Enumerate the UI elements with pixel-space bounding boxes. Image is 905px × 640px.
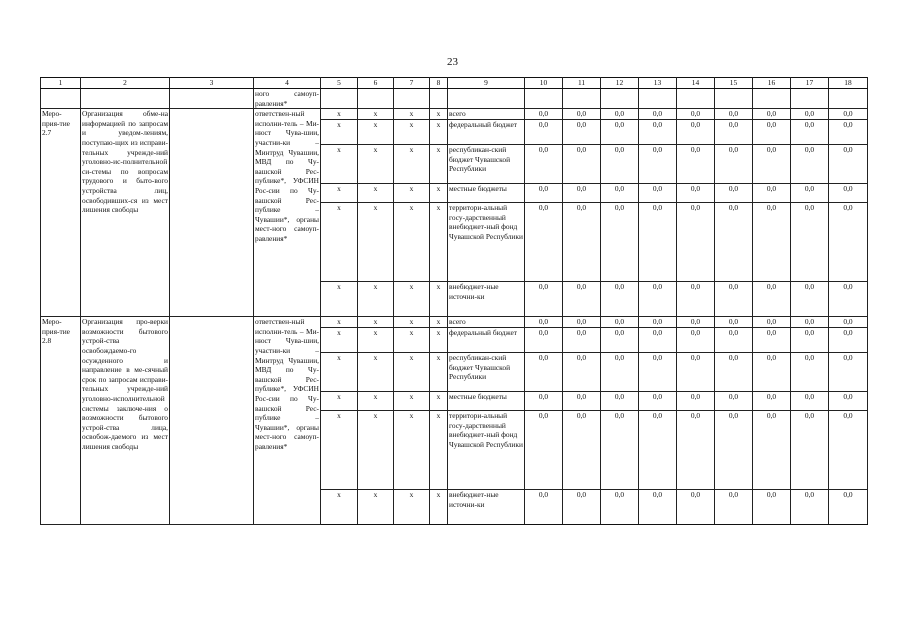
value-cell: 0,0 bbox=[677, 490, 715, 525]
value-cell: 0,0 bbox=[563, 328, 601, 353]
value-cell: 0,0 bbox=[639, 328, 677, 353]
column-header: 3 bbox=[170, 78, 254, 89]
value-cell: 0,0 bbox=[753, 120, 791, 145]
table-cell bbox=[829, 89, 868, 109]
value-cell: 0,0 bbox=[563, 490, 601, 525]
column-header: 13 bbox=[639, 78, 677, 89]
executor-cell: ответствен-ный исполни-тель – Ми-нюст Чува-шии, участни-ки – Минтруд Чувашии, МВД по Чу-вашской Рес-публике*, УФСИН Рос-сии по Чу-вашской Рес-публике – Чувашии*, органы мест-ного самоуп-равления* bbox=[254, 109, 321, 317]
x-mark-cell: x bbox=[430, 353, 448, 392]
table-cell bbox=[677, 89, 715, 109]
empty-cell bbox=[170, 317, 254, 525]
value-cell: 0,0 bbox=[525, 184, 563, 203]
value-cell: 0,0 bbox=[829, 120, 868, 145]
value-cell: 0,0 bbox=[753, 184, 791, 203]
value-cell: 0,0 bbox=[753, 203, 791, 282]
value-cell: 0,0 bbox=[601, 490, 639, 525]
funding-source: территори-альный госу-дарственный внебюджет-ный фонд Чувашской Республики bbox=[448, 203, 525, 282]
x-mark-cell: x bbox=[394, 317, 430, 328]
executor-cell: ответствен-ный исполни-тель – Ми-нюст Чува-шии, участни-ки – Минтруд Чувашии, МВД по Чу-вашской Рес-публике*, УФСИН Рос-сии по Чу-вашской Рес-публике – Чувашии*, органы мест-ного самоуп-равления* bbox=[254, 317, 321, 525]
value-cell: 0,0 bbox=[829, 490, 868, 525]
table-cell bbox=[601, 89, 639, 109]
funding-source: федеральный бюджет bbox=[448, 328, 525, 353]
value-cell: 0,0 bbox=[639, 353, 677, 392]
x-mark-cell: x bbox=[394, 282, 430, 317]
table-cell bbox=[358, 89, 394, 109]
x-mark-cell: x bbox=[358, 120, 394, 145]
x-mark-cell: x bbox=[430, 317, 448, 328]
column-header: 5 bbox=[321, 78, 358, 89]
value-cell: 0,0 bbox=[525, 203, 563, 282]
value-cell: 0,0 bbox=[525, 120, 563, 145]
value-cell: 0,0 bbox=[639, 317, 677, 328]
value-cell: 0,0 bbox=[601, 109, 639, 120]
value-cell: 0,0 bbox=[601, 353, 639, 392]
x-mark-cell: x bbox=[394, 120, 430, 145]
table-cell bbox=[394, 89, 430, 109]
value-cell: 0,0 bbox=[639, 411, 677, 490]
funding-source: федеральный бюджет bbox=[448, 120, 525, 145]
table-cell bbox=[753, 89, 791, 109]
funding-source: всего bbox=[448, 317, 525, 328]
column-header: 11 bbox=[563, 78, 601, 89]
x-mark-cell: x bbox=[321, 184, 358, 203]
x-mark-cell: x bbox=[394, 411, 430, 490]
value-cell: 0,0 bbox=[525, 328, 563, 353]
value-cell: 0,0 bbox=[601, 184, 639, 203]
x-mark-cell: x bbox=[430, 392, 448, 411]
value-cell: 0,0 bbox=[829, 145, 868, 184]
value-cell: 0,0 bbox=[601, 120, 639, 145]
x-mark-cell: x bbox=[358, 203, 394, 282]
value-cell: 0,0 bbox=[601, 317, 639, 328]
x-mark-cell: x bbox=[394, 109, 430, 120]
value-cell: 0,0 bbox=[715, 109, 753, 120]
x-mark-cell: x bbox=[430, 120, 448, 145]
value-cell: 0,0 bbox=[715, 353, 753, 392]
value-cell: 0,0 bbox=[753, 317, 791, 328]
x-mark-cell: x bbox=[430, 282, 448, 317]
value-cell: 0,0 bbox=[829, 328, 868, 353]
value-cell: 0,0 bbox=[829, 282, 868, 317]
value-cell: 0,0 bbox=[601, 411, 639, 490]
value-cell: 0,0 bbox=[525, 490, 563, 525]
x-mark-cell: x bbox=[430, 490, 448, 525]
value-cell: 0,0 bbox=[677, 282, 715, 317]
value-cell: 0,0 bbox=[791, 392, 829, 411]
value-cell: 0,0 bbox=[791, 145, 829, 184]
x-mark-cell: x bbox=[430, 184, 448, 203]
page-number: 23 bbox=[447, 56, 458, 68]
value-cell: 0,0 bbox=[791, 203, 829, 282]
value-cell: 0,0 bbox=[715, 392, 753, 411]
column-header: 15 bbox=[715, 78, 753, 89]
x-mark-cell: x bbox=[394, 203, 430, 282]
value-cell: 0,0 bbox=[753, 328, 791, 353]
value-cell: 0,0 bbox=[677, 411, 715, 490]
value-cell: 0,0 bbox=[791, 109, 829, 120]
value-cell: 0,0 bbox=[753, 411, 791, 490]
table-cell bbox=[41, 89, 81, 109]
event-code: Меро-прия-тие 2.7 bbox=[41, 109, 81, 317]
value-cell: 0,0 bbox=[525, 317, 563, 328]
x-mark-cell: x bbox=[321, 282, 358, 317]
value-cell: 0,0 bbox=[525, 145, 563, 184]
value-cell: 0,0 bbox=[639, 490, 677, 525]
value-cell: 0,0 bbox=[525, 282, 563, 317]
x-mark-cell: x bbox=[358, 392, 394, 411]
value-cell: 0,0 bbox=[791, 282, 829, 317]
value-cell: 0,0 bbox=[829, 317, 868, 328]
column-header: 1 bbox=[41, 78, 81, 89]
x-mark-cell: x bbox=[430, 411, 448, 490]
x-mark-cell: x bbox=[358, 328, 394, 353]
empty-cell bbox=[170, 109, 254, 317]
x-mark-cell: x bbox=[321, 145, 358, 184]
x-mark-cell: x bbox=[321, 203, 358, 282]
value-cell: 0,0 bbox=[715, 145, 753, 184]
header-row bbox=[41, 78, 868, 89]
x-mark-cell: x bbox=[430, 109, 448, 120]
value-cell: 0,0 bbox=[753, 109, 791, 120]
value-cell: 0,0 bbox=[639, 282, 677, 317]
value-cell: 0,0 bbox=[715, 317, 753, 328]
value-cell: 0,0 bbox=[791, 184, 829, 203]
value-cell: 0,0 bbox=[563, 411, 601, 490]
value-cell: 0,0 bbox=[715, 120, 753, 145]
value-cell: 0,0 bbox=[563, 120, 601, 145]
table-cell bbox=[81, 89, 170, 109]
x-mark-cell: x bbox=[430, 203, 448, 282]
value-cell: 0,0 bbox=[829, 392, 868, 411]
table-cell bbox=[563, 89, 601, 109]
x-mark-cell: x bbox=[321, 411, 358, 490]
table-row bbox=[41, 109, 868, 120]
value-cell: 0,0 bbox=[715, 282, 753, 317]
column-header: 9 bbox=[448, 78, 525, 89]
value-cell: 0,0 bbox=[563, 353, 601, 392]
budget-table bbox=[40, 77, 868, 525]
x-mark-cell: x bbox=[430, 145, 448, 184]
value-cell: 0,0 bbox=[601, 392, 639, 411]
x-mark-cell: x bbox=[358, 317, 394, 328]
x-mark-cell: x bbox=[321, 109, 358, 120]
value-cell: 0,0 bbox=[791, 317, 829, 328]
column-header: 17 bbox=[791, 78, 829, 89]
value-cell: 0,0 bbox=[753, 490, 791, 525]
event-title: Организация про-верки возможности бытового устрой-ства освобождаемо-го осужденного и направление в ме-сячный срок по запросам исправи-тельных учрежде-ний уголовно-исполнительной системы заключе-ния о возможности бытового устрой-ства лица, освобож-даемого из мест лишения свободы bbox=[81, 317, 170, 525]
value-cell: 0,0 bbox=[563, 203, 601, 282]
column-header: 6 bbox=[358, 78, 394, 89]
value-cell: 0,0 bbox=[829, 203, 868, 282]
value-cell: 0,0 bbox=[753, 145, 791, 184]
value-cell: 0,0 bbox=[791, 490, 829, 525]
x-mark-cell: x bbox=[321, 353, 358, 392]
value-cell: 0,0 bbox=[639, 184, 677, 203]
value-cell: 0,0 bbox=[753, 353, 791, 392]
x-mark-cell: x bbox=[358, 145, 394, 184]
value-cell: 0,0 bbox=[563, 145, 601, 184]
funding-source: внебюджет-ные источни-ки bbox=[448, 490, 525, 525]
continuation-row bbox=[41, 89, 868, 109]
table-cell bbox=[321, 89, 358, 109]
x-mark-cell: x bbox=[321, 120, 358, 145]
x-mark-cell: x bbox=[358, 109, 394, 120]
value-cell: 0,0 bbox=[677, 145, 715, 184]
x-mark-cell: x bbox=[394, 184, 430, 203]
column-header: 4 bbox=[254, 78, 321, 89]
x-mark-cell: x bbox=[358, 411, 394, 490]
value-cell: 0,0 bbox=[829, 184, 868, 203]
value-cell: 0,0 bbox=[715, 490, 753, 525]
value-cell: 0,0 bbox=[753, 282, 791, 317]
funding-source: местные бюджеты bbox=[448, 184, 525, 203]
x-mark-cell: x bbox=[358, 184, 394, 203]
value-cell: 0,0 bbox=[639, 120, 677, 145]
value-cell: 0,0 bbox=[639, 203, 677, 282]
x-mark-cell: x bbox=[358, 282, 394, 317]
column-header: 2 bbox=[81, 78, 170, 89]
x-mark-cell: x bbox=[358, 490, 394, 525]
value-cell: 0,0 bbox=[677, 392, 715, 411]
value-cell: 0,0 bbox=[791, 120, 829, 145]
x-mark-cell: x bbox=[394, 392, 430, 411]
value-cell: 0,0 bbox=[601, 282, 639, 317]
x-mark-cell: x bbox=[358, 353, 394, 392]
funding-source: республикан-ский бюджет Чувашской Республики bbox=[448, 145, 525, 184]
value-cell: 0,0 bbox=[677, 109, 715, 120]
table-cell bbox=[525, 89, 563, 109]
value-cell: 0,0 bbox=[677, 120, 715, 145]
x-mark-cell: x bbox=[321, 317, 358, 328]
value-cell: 0,0 bbox=[715, 328, 753, 353]
table-cell bbox=[448, 89, 525, 109]
value-cell: 0,0 bbox=[715, 411, 753, 490]
value-cell: 0,0 bbox=[525, 392, 563, 411]
value-cell: 0,0 bbox=[639, 392, 677, 411]
funding-source: республикан-ский бюджет Чувашской Республики bbox=[448, 353, 525, 392]
value-cell: 0,0 bbox=[829, 109, 868, 120]
value-cell: 0,0 bbox=[639, 145, 677, 184]
value-cell: 0,0 bbox=[715, 184, 753, 203]
value-cell: 0,0 bbox=[601, 328, 639, 353]
value-cell: 0,0 bbox=[829, 353, 868, 392]
column-header: 18 bbox=[829, 78, 868, 89]
event-title: Организация обме-на информацией по запросам и уведом-лениям, поступаю-щих из исправи-тельных учрежде-ний уголовно-ис-полнительной си-стемы по вопросам трудового и быто-вого устройства лиц, освободивших-ся из мест лишения свободы bbox=[81, 109, 170, 317]
column-header: 16 bbox=[753, 78, 791, 89]
funding-source: всего bbox=[448, 109, 525, 120]
x-mark-cell: x bbox=[394, 490, 430, 525]
value-cell: 0,0 bbox=[791, 411, 829, 490]
value-cell: 0,0 bbox=[791, 353, 829, 392]
table-cell bbox=[430, 89, 448, 109]
value-cell: 0,0 bbox=[677, 203, 715, 282]
funding-source: местные бюджеты bbox=[448, 392, 525, 411]
x-mark-cell: x bbox=[321, 328, 358, 353]
table-cell bbox=[170, 89, 254, 109]
value-cell: 0,0 bbox=[563, 282, 601, 317]
table-cell bbox=[639, 89, 677, 109]
value-cell: 0,0 bbox=[601, 203, 639, 282]
value-cell: 0,0 bbox=[829, 411, 868, 490]
column-header: 14 bbox=[677, 78, 715, 89]
x-mark-cell: x bbox=[321, 490, 358, 525]
value-cell: 0,0 bbox=[677, 317, 715, 328]
value-cell: 0,0 bbox=[753, 392, 791, 411]
value-cell: 0,0 bbox=[677, 353, 715, 392]
funding-source: территори-альный госу-дарственный внебюджет-ный фонд Чувашской Республики bbox=[448, 411, 525, 490]
value-cell: 0,0 bbox=[525, 411, 563, 490]
executor-cell: ного самоуп-равления* bbox=[255, 89, 319, 108]
value-cell: 0,0 bbox=[601, 145, 639, 184]
x-mark-cell: x bbox=[394, 328, 430, 353]
table-row bbox=[41, 317, 868, 328]
value-cell: 0,0 bbox=[677, 184, 715, 203]
column-header: 8 bbox=[430, 78, 448, 89]
value-cell: 0,0 bbox=[525, 109, 563, 120]
column-header: 12 bbox=[601, 78, 639, 89]
value-cell: 0,0 bbox=[639, 109, 677, 120]
value-cell: 0,0 bbox=[791, 328, 829, 353]
table-cell bbox=[791, 89, 829, 109]
event-code: Меро-прия-тие 2.8 bbox=[41, 317, 81, 525]
column-header: 10 bbox=[525, 78, 563, 89]
x-mark-cell: x bbox=[394, 145, 430, 184]
value-cell: 0,0 bbox=[563, 317, 601, 328]
value-cell: 0,0 bbox=[677, 328, 715, 353]
value-cell: 0,0 bbox=[563, 109, 601, 120]
x-mark-cell: x bbox=[394, 353, 430, 392]
value-cell: 0,0 bbox=[715, 203, 753, 282]
x-mark-cell: x bbox=[321, 392, 358, 411]
value-cell: 0,0 bbox=[525, 353, 563, 392]
value-cell: 0,0 bbox=[563, 392, 601, 411]
funding-source: внебюджет-ные источни-ки bbox=[448, 282, 525, 317]
table-cell bbox=[715, 89, 753, 109]
x-mark-cell: x bbox=[430, 328, 448, 353]
column-header: 7 bbox=[394, 78, 430, 89]
value-cell: 0,0 bbox=[563, 184, 601, 203]
